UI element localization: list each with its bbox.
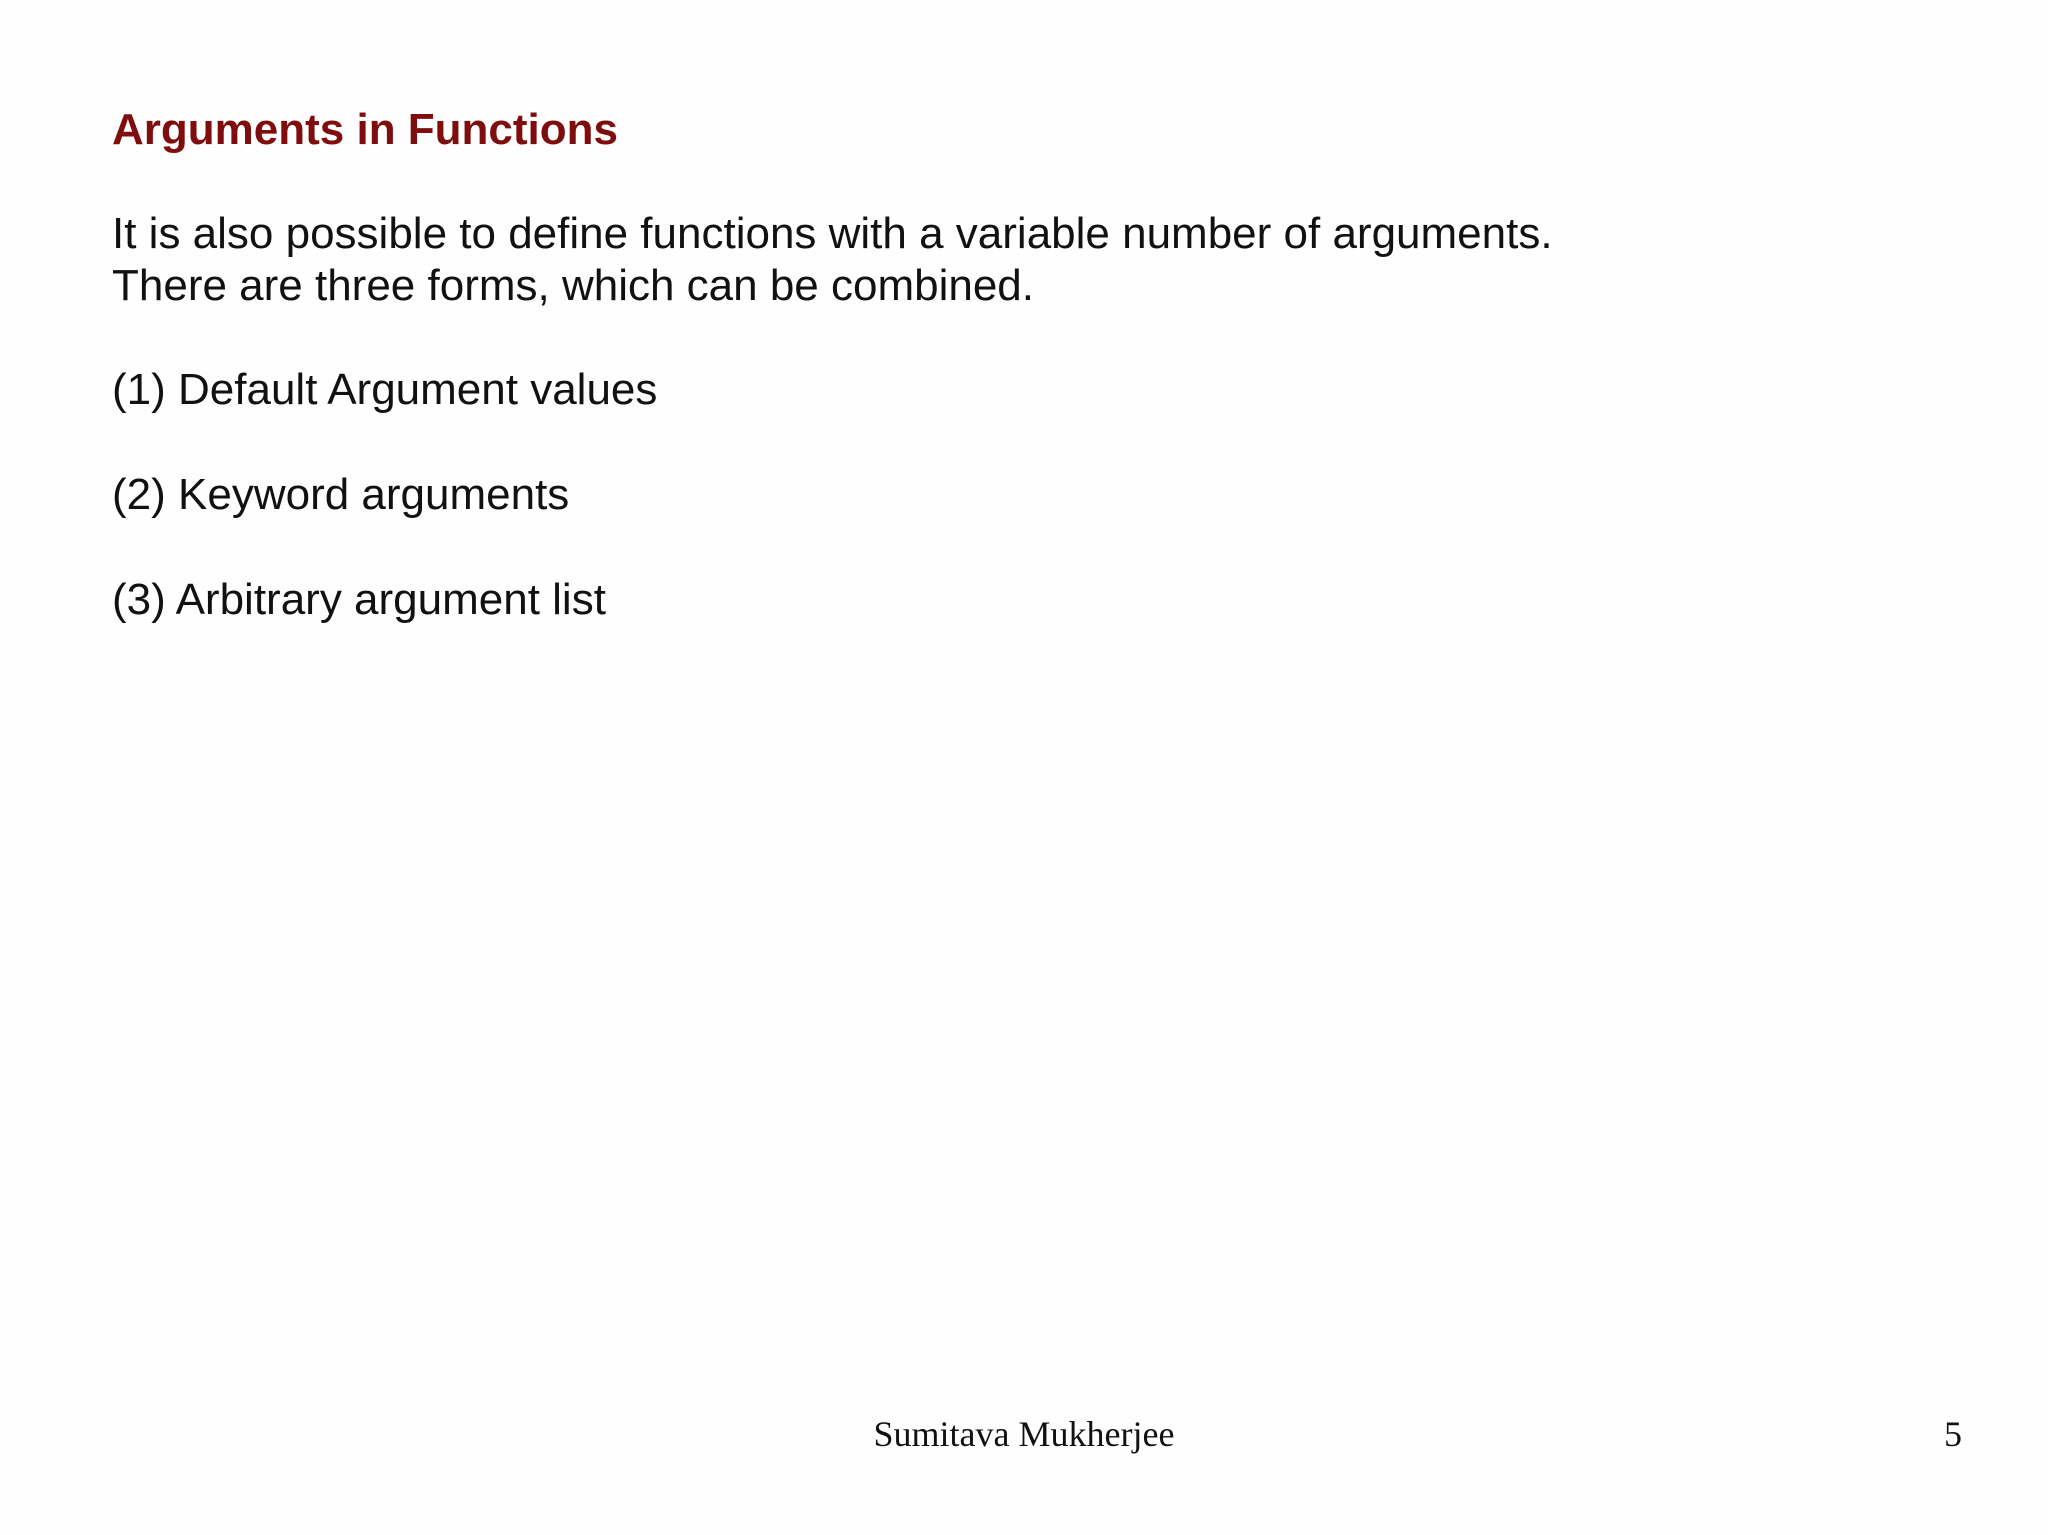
page-number: 5 <box>1944 1414 1962 1454</box>
list-item: (2) Keyword arguments <box>112 470 570 519</box>
intro-line: It is also possible to define functions with a variable number of arguments. <box>112 209 1553 258</box>
argument-forms-list <box>112 364 657 679</box>
list-item: (3) Arbitrary argument list <box>112 575 606 624</box>
intro-line: There are three forms, which can be combined. <box>112 261 1035 310</box>
slide-title: Arguments in Functions <box>112 105 618 154</box>
footer-author: Sumitava Mukherjee <box>873 1414 1175 1454</box>
list-item: (1) Default Argument values <box>112 365 658 414</box>
intro-paragraph <box>112 208 1553 312</box>
